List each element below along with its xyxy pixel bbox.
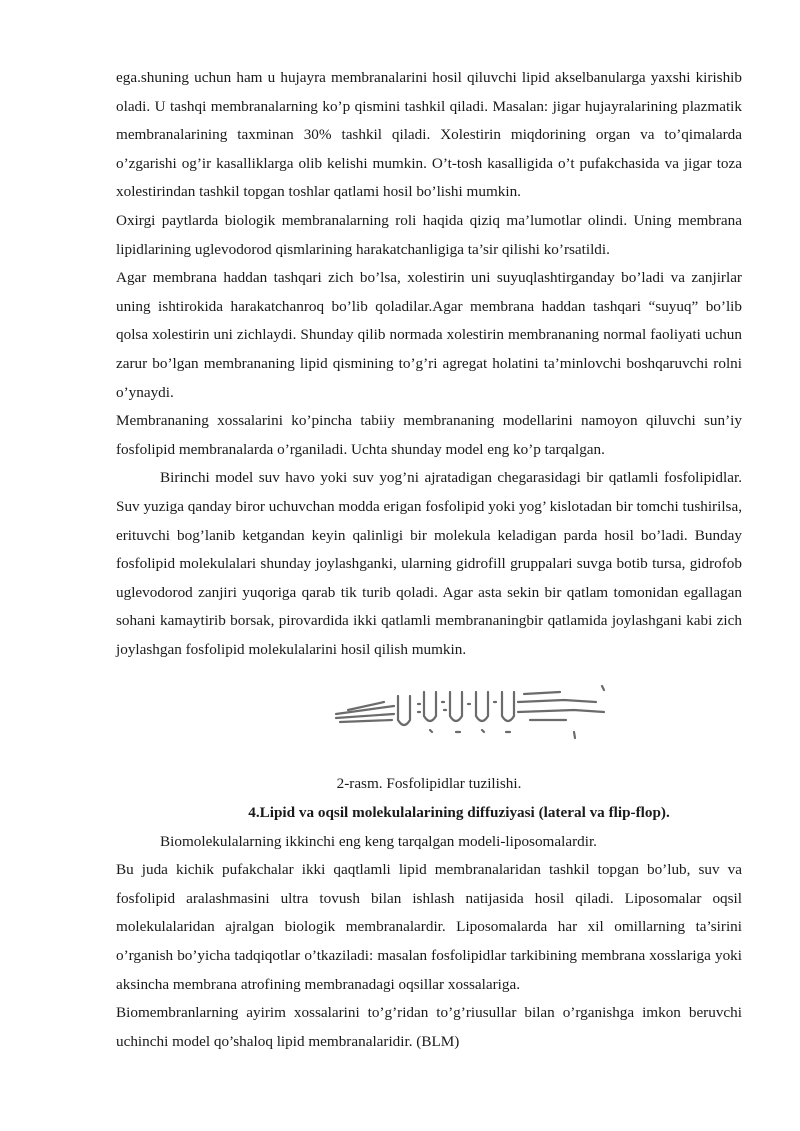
- paragraph-first-model: Birinchi model suv havo yoki suv yog’ni ajratadigan chegarasidagi bir qatlamli fosfolipidlar. Suv yuziga qanday biror uchuvchan modda erigan fosfolipid yoki yog’ kislotadan bir tomchi tushirilsa, erituvchi bog’lanib ketgandan keyin qalinligi bir molekula keladigan parda hosil bo’ladi. Bunday fosfolipid molekulalari shunday joylashganki, ularning gidrofill gruppalari suvga botib tursa, gidrofob uglevodorod zanjiri yuqoriga qarab tik turib qoladi. Agar asta sekin bir qatlam tomonidan egallagan sohani kamaytirib borsak, pirovardida ikki qatlamli membrananingbir qatlamida joylashgani kabi zich joylashgan fosfolipid molekulalarini hosil qilish mumkin.: [116, 469, 742, 658]
- phospholipid-structure-image: [334, 680, 610, 742]
- section-heading: 4.Lipid va oqsil molekulalarining diffuziyasi (lateral va flip-flop).: [248, 804, 670, 822]
- paragraph-blm-model: Biomembranlarning ayirim xossalarini to’g’ridan to’g’riusullar bilan o’rganishga imkon beruvchi uchinchi model qo’shaloq lipid membranalaridir. (BLM): [116, 1004, 742, 1050]
- figure-caption: 2-rasm. Fosfolipidlar tuzilishi.: [336, 775, 522, 793]
- paragraph-cholesterol-regulation: Agar membrana haddan tashqari zich bo’lsa, xolestirin uni suyuqlashtirganday bo’ladi va zanjirlar uning ishtirokida harakatchanroq bo’lib qoladilar.Agar membrana haddan tashqari “suyuq” bo’lib qolsa xolestirin uni zichlaydi. Shunday qilib normada xolestirin membrananing normal faoliyati uchun zarur bo’lgan membrananing lipid qismining to’g’ri agregat holatini ta’minlovchi boshqaruvchi rolni o’ynaydi.: [116, 269, 742, 401]
- paragraph-models-intro: Membrananing xossalarini ko’pincha tabiiy membrananing modellarini namoyon qiluvchi sun’iy fosfolipid membranalarda o’rganiladi. Uchta shunday model eng ko’p tarqalgan.: [116, 412, 742, 458]
- phospholipid-figure: [116, 670, 742, 752]
- paragraph-cholesterol-intro: ega.shuning uchun ham u hujayra membranalarini hosil qiluvchi lipid akselbanularga yaxshi kirishib oladi. U tashqi membranalarning ko’p qismini tashkil qiladi. Masalan: jigar hujayralarining plazmatik membranalarining taxminan 30% tashkil qiladi. Xolestirin miqdorining organ va to’qimalarda o’zgarishi og’ir kasalliklarga olib kelishi mumkin. O’t-tosh kasalligida o’t pufakchasida va jigar toza xolestirindan tashkil topgan toshlar qatlami hosil bo’lishi mumkin.: [116, 69, 742, 201]
- paragraph-liposomes-intro: Biomolekulalarning ikkinchi eng keng tarqalgan modeli-liposomalardir.: [160, 832, 597, 850]
- paragraph-membrane-role: Oxirgi paytlarda biologik membranalarning roli haqida qiziq ma’lumotlar olindi. Uning membrana lipidlarining uglevodorod qismlarining harakatchanligiga ta’sir qilishi ko’rsatildi.: [116, 211, 742, 258]
- paragraph-liposomes-detail: Bu juda kichik pufakchalar ikki qaqtlamli lipid membranalaridan tashkil topgan bo’lub, suv va fosfolipid aralashmasini ultra tovush bilan ishlash natijasida hosil qiladi. Liposomalar oqsil molekulalaridan ajralgan biologik membranalardir. Liposomalarda har xil omillarning ta’sirini o’rganish bo’yicha tadqiqotlar o’tkaziladi: masalan fosfolipidlar tarkibining membrana xosslariga yoki aksincha membrana atrofining membranadagi oqsillar xossalariga.: [116, 861, 742, 993]
- document-page: [116, 64, 742, 1056]
